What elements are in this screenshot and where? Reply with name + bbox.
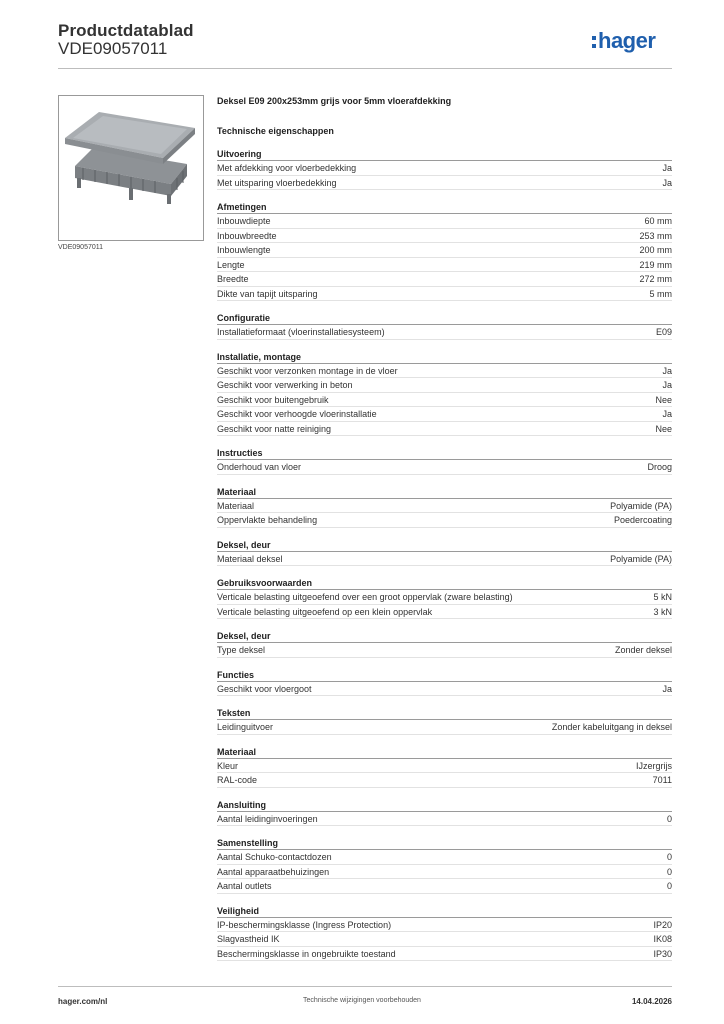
product-details bbox=[217, 95, 672, 961]
property-section bbox=[217, 351, 672, 437]
property-value: Ja bbox=[662, 365, 672, 376]
logo-text: hager bbox=[598, 28, 656, 53]
property-row bbox=[217, 773, 672, 788]
property-label: Materiaal deksel bbox=[217, 553, 283, 564]
property-value: IK08 bbox=[653, 934, 672, 944]
property-row bbox=[217, 422, 672, 437]
footer-website: hager.com/nl bbox=[58, 997, 108, 1006]
property-label: Slagvastheid IK bbox=[217, 934, 280, 944]
property-label: Dikte van tapijt uitsparing bbox=[217, 288, 318, 299]
property-row bbox=[217, 325, 672, 340]
property-label: Onderhoud van vloer bbox=[217, 462, 302, 472]
footer-divider bbox=[58, 986, 672, 987]
property-row bbox=[217, 865, 672, 880]
property-label: Aantal leidinginvoeringen bbox=[217, 813, 318, 824]
property-label: Met afdekking voor vloerbedekking bbox=[217, 163, 357, 173]
property-value: E09 bbox=[655, 327, 672, 337]
section-title: Veiligheid bbox=[217, 905, 672, 918]
property-label: IP-beschermingsklasse (Ingress Protection) bbox=[217, 919, 392, 930]
property-value: 0 bbox=[666, 852, 672, 862]
property-label: Breedte bbox=[217, 274, 249, 284]
property-section bbox=[217, 486, 672, 528]
section-title: Deksel, deur bbox=[217, 539, 672, 552]
property-section bbox=[217, 799, 672, 827]
property-label: Type deksel bbox=[217, 645, 266, 655]
property-value: Ja bbox=[662, 380, 672, 390]
section-title: Gebruiksvoorwaarden bbox=[217, 577, 672, 590]
property-label: Geschikt voor verwerking in beton bbox=[217, 380, 353, 390]
property-row bbox=[217, 499, 672, 514]
property-section bbox=[217, 447, 672, 475]
header-divider bbox=[58, 68, 672, 69]
property-label: Geschikt voor natte reiniging bbox=[217, 423, 332, 434]
property-label: Inbouwbreedte bbox=[217, 230, 277, 241]
property-row bbox=[217, 393, 672, 408]
property-section bbox=[217, 630, 672, 658]
footer-disclaimer: Technische wijzigingen voorbehouden bbox=[303, 997, 421, 1004]
property-row bbox=[217, 161, 672, 176]
property-row bbox=[217, 407, 672, 422]
property-section bbox=[217, 201, 672, 301]
section-title: Configuratie bbox=[217, 312, 672, 325]
property-label: Kleur bbox=[217, 760, 239, 771]
property-value: Polyamide (PA) bbox=[610, 553, 672, 564]
property-row bbox=[217, 590, 672, 605]
property-label: Aantal Schuko-contactdozen bbox=[217, 852, 332, 862]
property-row bbox=[217, 258, 672, 273]
property-section bbox=[217, 577, 672, 619]
property-label: Oppervlakte behandeling bbox=[217, 515, 318, 525]
image-caption: VDE09057011 bbox=[58, 244, 104, 251]
hager-logo bbox=[592, 28, 676, 56]
product-code: VDE09057011 bbox=[58, 39, 168, 58]
property-row bbox=[217, 759, 672, 774]
property-sections bbox=[217, 148, 672, 961]
property-label: Aantal apparaatbehuizingen bbox=[217, 866, 330, 877]
section-title: Instructies bbox=[217, 447, 672, 460]
property-label: Aantal outlets bbox=[217, 881, 272, 891]
property-section bbox=[217, 905, 672, 962]
property-value: Zonder deksel bbox=[614, 645, 672, 655]
section-title: Afmetingen bbox=[217, 201, 672, 214]
property-value: 200 mm bbox=[639, 245, 672, 255]
property-value: IJzergrijs bbox=[635, 760, 672, 771]
technical-properties-heading: Technische eigenschappen bbox=[217, 126, 334, 136]
property-value: 253 mm bbox=[639, 230, 672, 241]
property-value: 219 mm bbox=[639, 259, 672, 270]
property-value: 0 bbox=[666, 881, 672, 891]
floor-box-lid-image bbox=[59, 96, 203, 240]
property-row bbox=[217, 850, 672, 865]
property-row bbox=[217, 243, 672, 258]
property-value: 3 kN bbox=[653, 606, 672, 617]
property-row bbox=[217, 812, 672, 827]
property-section bbox=[217, 539, 672, 567]
property-value: 0 bbox=[666, 813, 672, 824]
property-label: Leidinguitvoer bbox=[217, 722, 274, 732]
property-value: Poedercoating bbox=[613, 515, 672, 525]
section-title: Uitvoering bbox=[217, 148, 672, 161]
property-row bbox=[217, 513, 672, 528]
property-row bbox=[217, 947, 672, 962]
page-title: Productdatablad bbox=[58, 21, 194, 40]
property-label: Geschikt voor verhoogde vloerinstallatie bbox=[217, 409, 377, 419]
section-title: Functies bbox=[217, 669, 672, 682]
property-section bbox=[217, 148, 672, 190]
property-value: 0 bbox=[666, 866, 672, 877]
property-label: Geschikt voor buitengebruik bbox=[217, 394, 329, 405]
property-row bbox=[217, 932, 672, 947]
property-label: Verticale belasting uitgeoefend over een groot oppervlak (zware belasting) bbox=[217, 592, 513, 602]
property-row bbox=[217, 214, 672, 229]
property-value: IP30 bbox=[653, 948, 672, 959]
property-row bbox=[217, 918, 672, 933]
property-section bbox=[217, 669, 672, 697]
property-row bbox=[217, 378, 672, 393]
property-section bbox=[217, 707, 672, 735]
property-label: Geschikt voor verzonken montage in de vloer bbox=[217, 365, 398, 376]
property-label: Inbouwdiepte bbox=[217, 216, 271, 226]
property-row bbox=[217, 460, 672, 475]
property-value: Polyamide (PA) bbox=[610, 500, 672, 511]
property-row bbox=[217, 605, 672, 620]
section-title: Deksel, deur bbox=[217, 630, 672, 643]
property-label: RAL-code bbox=[217, 775, 258, 785]
property-value: Nee bbox=[655, 423, 672, 434]
property-label: Geschikt voor vloergoot bbox=[217, 683, 312, 694]
property-value: Ja bbox=[662, 177, 672, 188]
property-value: 60 mm bbox=[644, 216, 672, 226]
property-label: Installatieformaat (vloerinstallatiesysteem) bbox=[217, 327, 385, 337]
property-label: Beschermingsklasse in ongebruikte toestand bbox=[217, 948, 396, 959]
property-row bbox=[217, 364, 672, 379]
property-label: Lengte bbox=[217, 259, 245, 270]
property-label: Verticale belasting uitgeoefend op een klein oppervlak bbox=[217, 606, 433, 617]
property-value: Zonder kabeluitgang in deksel bbox=[551, 722, 672, 732]
property-value: Ja bbox=[662, 683, 672, 694]
product-image bbox=[58, 95, 204, 241]
property-row bbox=[217, 643, 672, 658]
property-label: Met uitsparing vloerbedekking bbox=[217, 177, 337, 188]
property-value: Nee bbox=[655, 394, 672, 405]
property-row bbox=[217, 176, 672, 191]
property-row bbox=[217, 720, 672, 735]
section-title: Samenstelling bbox=[217, 837, 672, 850]
property-value: Ja bbox=[662, 163, 672, 173]
property-value: IP20 bbox=[653, 919, 672, 930]
section-title: Aansluiting bbox=[217, 799, 672, 812]
section-title: Installatie, montage bbox=[217, 351, 672, 364]
property-row bbox=[217, 682, 672, 697]
property-value: 272 mm bbox=[639, 274, 672, 284]
property-value: Droog bbox=[647, 462, 672, 472]
property-value: 7011 bbox=[652, 775, 672, 785]
section-title: Materiaal bbox=[217, 486, 672, 499]
property-row bbox=[217, 272, 672, 287]
property-row bbox=[217, 229, 672, 244]
property-value: Ja bbox=[662, 409, 672, 419]
property-value: 5 mm bbox=[649, 288, 672, 299]
product-title: Deksel E09 200x253mm grijs voor 5mm vloerafdekking bbox=[217, 96, 452, 106]
property-row bbox=[217, 552, 672, 567]
property-section bbox=[217, 837, 672, 894]
property-value: 5 kN bbox=[653, 592, 672, 602]
property-section bbox=[217, 746, 672, 788]
section-title: Teksten bbox=[217, 707, 672, 720]
property-label: Materiaal bbox=[217, 500, 255, 511]
property-row bbox=[217, 287, 672, 302]
property-section bbox=[217, 312, 672, 340]
property-row bbox=[217, 879, 672, 894]
footer-date: 14.04.2026 bbox=[631, 997, 672, 1006]
section-title: Materiaal bbox=[217, 746, 672, 759]
property-label: Inbouwlengte bbox=[217, 245, 271, 255]
